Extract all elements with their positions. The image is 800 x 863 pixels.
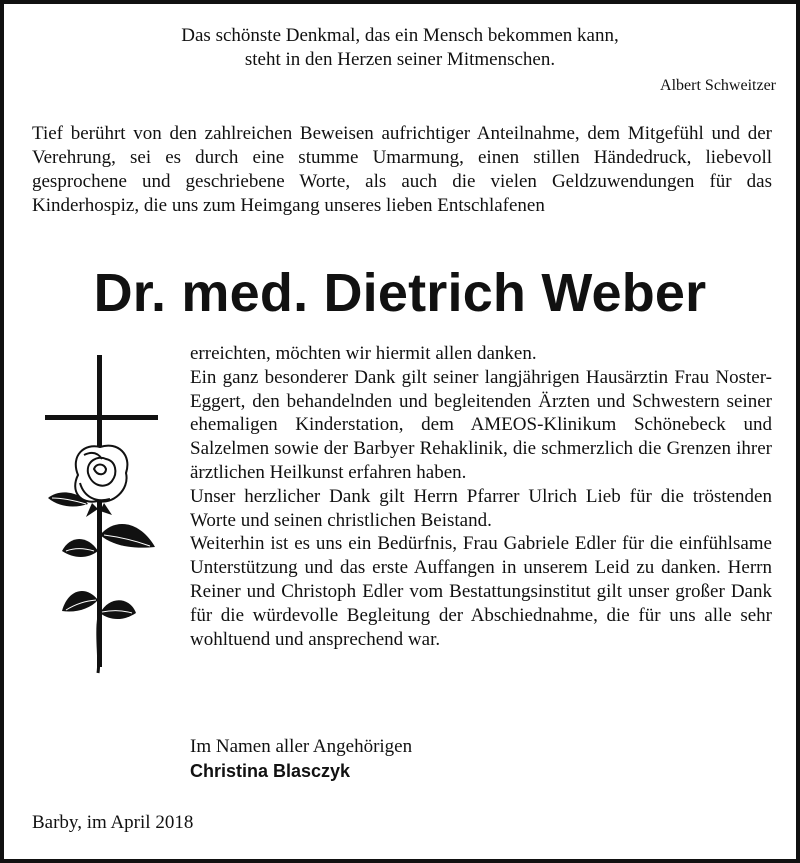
epigraph [0, 24, 800, 72]
epigraph-line-2: steht in den Herzen seiner Mitmenschen. [244, 49, 556, 70]
closing-block [190, 735, 412, 783]
intro-paragraph: Tief berührt von den zahlreichen Beweisen aufrichtiger Anteilnahme, dem Mitgefühl und der Verehrung, sei es durch eine stumme Umarmung, einen stillen Händedruck, liebevoll gesprochene und geschriebene Worte, als auch die vielen Geldzuwendungen für das Kinderhospiz, die uns zum Heimgang unseres lieben Entschlafenen [32, 123, 772, 216]
thanks-paragraph-4: Weiterhin ist es uns ein Bedürfnis, Frau Gabriele Edler für die einfühlsame Unterstützung und das erste Auffangen in unserem Leid zu danken. Herrn Reiner und Christoph Edler vom Bestattungsinstitut gilt unser großer Dank für die würdevolle Begleitung der Abschiednahme, die für uns alle sehr wohltuend und ansprechend war. [190, 533, 772, 650]
thanks-text [190, 342, 772, 651]
thanks-paragraph-2: Ein ganz besonderer Dank gilt seiner langjährigen Hausärztin Frau Noster-Eggert, den behandelnden und begleitenden Ärzten und Schwestern seiner ehemaligen Kinderstation, dem AMEOS-Klinikum Schönebeck und Salzelmen sowie der Barbyer Rehaklinik, die schmerzlich die Grenzen ihrer ärztlichen Heilkunst erfahren haben. [190, 366, 772, 483]
thanks-paragraph-1: erreichten, möchten wir hiermit allen danken. [190, 343, 537, 364]
cross-with-rose-icon [40, 355, 165, 680]
epigraph-line-1: Das schönste Denkmal, das ein Mensch bekommen kann, [181, 25, 619, 46]
epigraph-author: Albert Schweitzer [660, 77, 776, 94]
thanks-paragraph-3: Unser herzlicher Dank gilt Herrn Pfarrer Ulrich Lieb für die tröstenden Worte und seinen christlichen Beistand. [190, 485, 772, 531]
deceased-name: Dr. med. Dietrich Weber [93, 263, 707, 323]
signer-name: Christina Blasczyk [190, 761, 351, 781]
closing-line: Im Namen aller Angehörigen [190, 736, 413, 757]
place-date: Barby, im April 2018 [32, 812, 194, 833]
